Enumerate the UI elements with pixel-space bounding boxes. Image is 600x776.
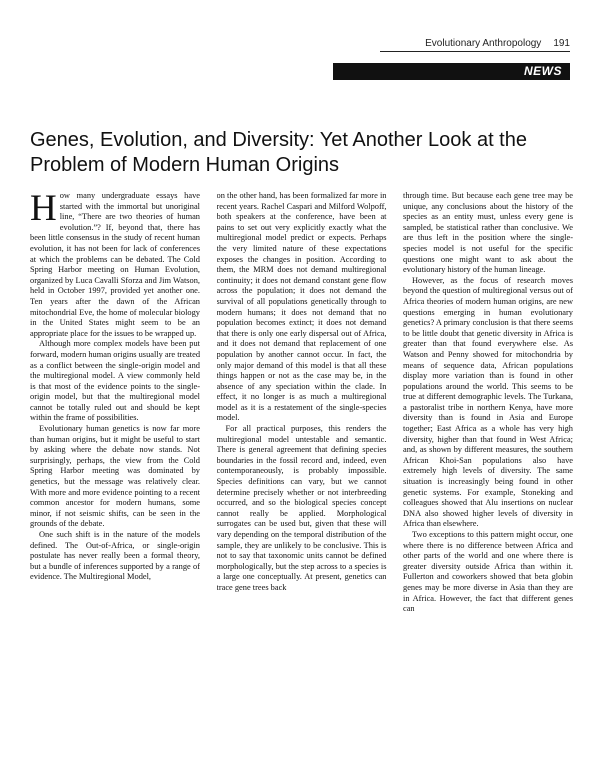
paragraph: Two exceptions to this pattern might occur, one where there is no difference between Africa and other parts of the world and one where there is greater diversity outside Africa than within it. Fullerton and coworkers showed that beta globin genes may be more diverse in Asia than they are in Africa. However, the fact that different genes can bbox=[403, 530, 573, 614]
journal-name: Evolutionary Anthropology bbox=[425, 38, 542, 49]
section-banner: NEWS bbox=[333, 63, 570, 80]
article-body bbox=[30, 191, 573, 761]
paragraph: through time. But because each gene tree may be unique, any conclusions about the history of the species as an entity must, unless every gene is sampled, be statistical rather than conclusive. We are thus left in the position where the single-species model is not useful for the specific questions one might want to ask about the evolutionary history of the human lineage. bbox=[403, 191, 573, 275]
paragraph: How many undergraduate essays have started with the immortal but unoriginal line, “There are two theories of human evolution.”? If, beyond that, there has been little consensus in the study of recent human evolution, it has not been for lack of conferences at which the problems can be debated. The Cold Spring Harbor meeting on Human Evolution, organized by Luca Cavalli Sforza and Jim Watson, held in October 1997, provided yet another one. Ten years after the dawn of the African mitochondrial Eve, the home of molecular biology in the United States might seem to be an appropriate place for the issues to be wrapped up. bbox=[30, 191, 200, 338]
paragraph: For all practical purposes, this renders the multiregional model untestable and semantic. There is general agreement that defining species boundaries in the fossil record and, indeed, even contemporaneously, is probably impossible. Species definitions can vary, but we cannot determine precisely whether or not interbreeding occurred, and so the biological species concept cannot really be applied. Morphological surrogates can be used but, given that these will vary depending on the temporal distribution of the sample, they are unlikely to be conclusive. This is not to say that taxonomic units cannot be defined morphologically, but the step across to a species is a large one conceptually. At present, genetics can trace gene trees back bbox=[216, 424, 387, 592]
article-title: Genes, Evolution, and Diversity: Yet Another Look at the Problem of Modern Human Origins bbox=[30, 129, 527, 176]
paragraph: Although more complex models have been put forward, modern human origins usually are treated as a conflict between the single-origin model and the multiregional model. A view commonly held is that most of the evidence points to the single-origin model, but that the multiregional model cannot be totally ruled out and should be kept within the frame of possibilities. bbox=[30, 339, 200, 423]
paragraph: However, as the focus of research moves beyond the question of multiregional versus out of Africa theories of modern human origins, are new questions emerging in human evolutionary genetics? A primary conclusion is that there seems to be little doubt that genetic diversity in Africa is greater than that found everywhere else. As Watson and Penny showed for mitochondria by means of sequence data, African populations display more variation than is found in other populations around the world. This seems to be true at different demographic levels. The Turkana, a pastoralist tribe in northern Kenya, have more diversity than is found in Asia and Europe together; East Africa as a whole has very high diversity, higher than that found in West Africa; and, as shown by different measures, the southern African Khoi-San populations also have extremely high levels of diversity. The same situation is increasingly being found in other genetic systems. For example, Stoneking and colleagues showed that Alu insertions on nuclear DNA also showed higher levels of diversity in Africa than elsewhere. bbox=[403, 275, 573, 529]
column-1 bbox=[30, 191, 200, 761]
drop-cap: H bbox=[30, 191, 57, 229]
column-2 bbox=[217, 191, 387, 761]
page-number: 191 bbox=[553, 38, 570, 49]
running-head bbox=[380, 38, 570, 52]
paragraph: One such shift is in the nature of the models defined. The Out-of-Africa, or single-origin postulate has never really been a formal theory, but a bundle of inferences supported by a range of evidence. The Multiregional Model, bbox=[30, 530, 200, 582]
paragraph: Evolutionary human genetics is now far more than human origins, but it might be useful to start by asking where the debate now stands. Not surprisingly, perhaps, the view from the Cold Spring Harbor meeting was dominated by genetics, but the message was relatively clear. With more and more evidence pointing to a recent common ancestor for modern humans, some minor, if not seismic shifts, can be seen in the grounds of the debate. bbox=[30, 424, 200, 529]
paragraph: on the other hand, has been formalized far more in recent years. Rachel Caspari and Milford Wolpoff, both speakers at the conference, have been at pains to set out very explicitly exactly what the multiregional model predict or expects. Perhaps the very limited nature of these expectations exposes the changes in position. According to them, the MRM does not demand multiregional continuity; it does not demand constant gene flow across the population; it does not demand the survival of all populations genetically through to modern humans; it does not demand that no population becomes extinct; it does not demand that there is only one early dispersal out of Africa, and it does not demand that replacement of one population by another cannot occur. In fact, the only major demand of this model is that all these things happen or not as the case may be, in the absence of any speciation within the clade. In effect, it no longer is as much a multiregional model as it is a restatement of the single-species model. bbox=[216, 191, 387, 423]
column-3 bbox=[403, 191, 573, 761]
